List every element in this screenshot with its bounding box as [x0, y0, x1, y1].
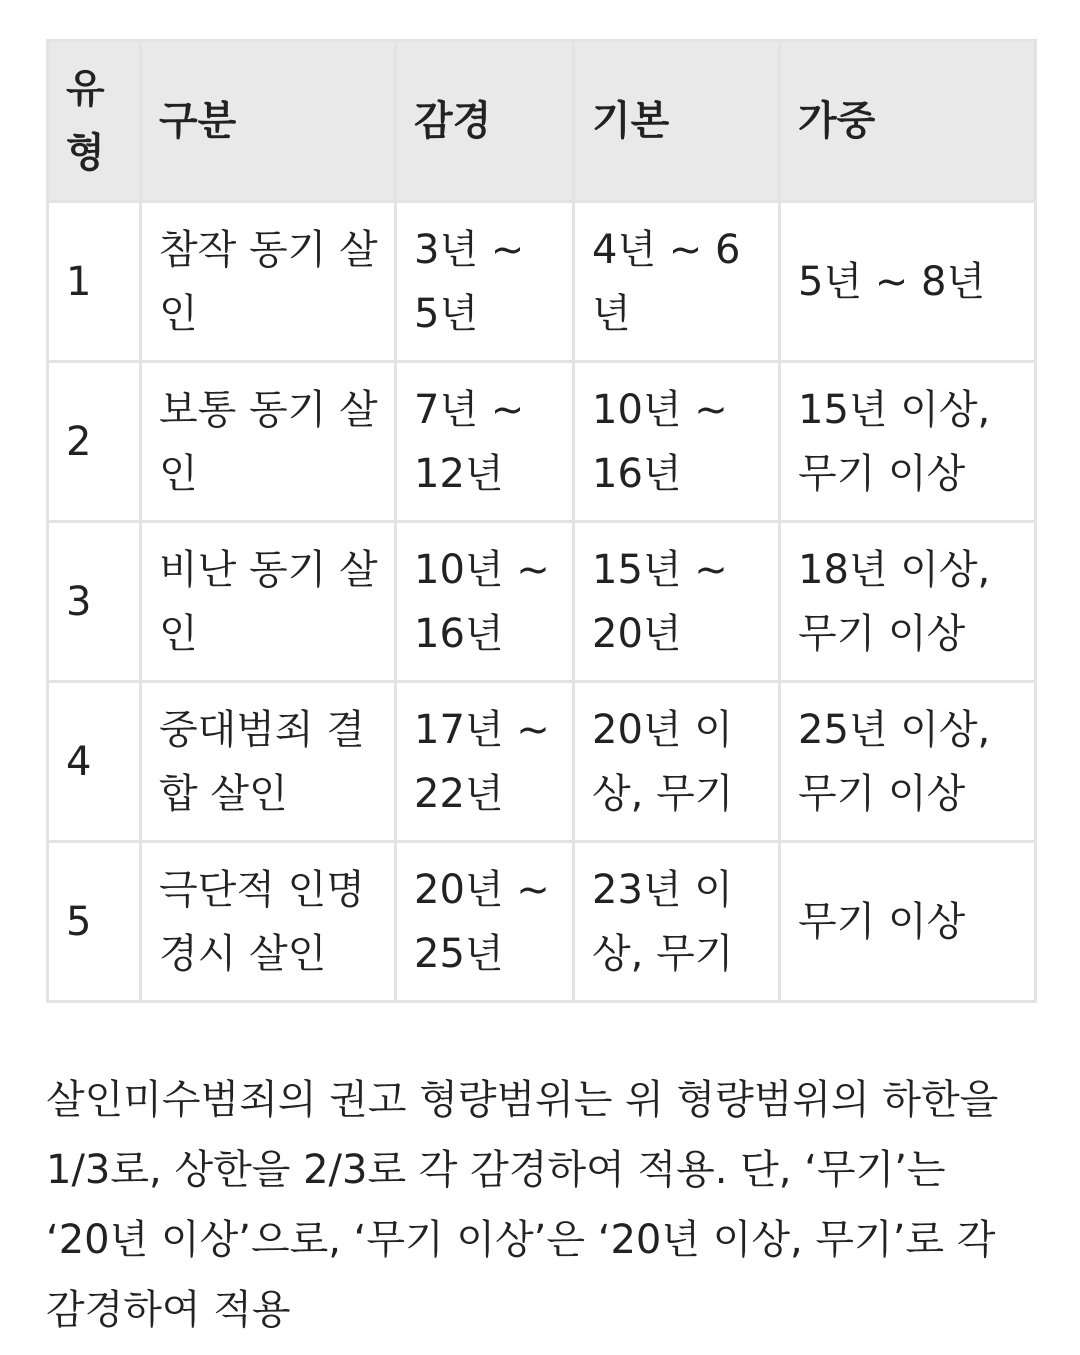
table-row	[48, 522, 1036, 682]
table-row	[48, 362, 1036, 522]
table-row	[48, 842, 1036, 1002]
cell-type: 4	[48, 682, 141, 842]
cell-type: 2	[48, 362, 141, 522]
cell-category: 보통 동기 살인	[141, 362, 396, 522]
cell-basic: 20년 이상, 무기	[574, 682, 780, 842]
header-basic: 기본	[574, 41, 780, 202]
header-mitigated: 감경	[396, 41, 574, 202]
table-row	[48, 682, 1036, 842]
cell-mitigated: 3년 ~ 5년	[396, 202, 574, 362]
header-aggravated: 가중	[780, 41, 1036, 202]
header-category: 구분	[141, 41, 396, 202]
cell-mitigated: 17년 ~ 22년	[396, 682, 574, 842]
sentencing-table-container	[46, 39, 1034, 1003]
sentencing-table	[46, 39, 1037, 1003]
table-header-row	[48, 41, 1036, 202]
cell-basic: 23년 이상, 무기	[574, 842, 780, 1002]
cell-mitigated: 7년 ~ 12년	[396, 362, 574, 522]
cell-basic: 15년 ~ 20년	[574, 522, 780, 682]
cell-mitigated: 10년 ~ 16년	[396, 522, 574, 682]
cell-category: 참작 동기 살인	[141, 202, 396, 362]
cell-category: 중대범죄 결합 살인	[141, 682, 396, 842]
cell-aggravated: 18년 이상, 무기 이상	[780, 522, 1036, 682]
table-row	[48, 202, 1036, 362]
cell-basic: 4년 ~ 6년	[574, 202, 780, 362]
cell-category: 비난 동기 살인	[141, 522, 396, 682]
cell-type: 5	[48, 842, 141, 1002]
cell-aggravated: 5년 ~ 8년	[780, 202, 1036, 362]
cell-mitigated: 20년 ~ 25년	[396, 842, 574, 1002]
cell-basic: 10년 ~ 16년	[574, 362, 780, 522]
cell-aggravated: 무기 이상	[780, 842, 1036, 1002]
attempted-murder-note: 살인미수범죄의 권고 형량범위는 위 형량범위의 하한을 1/3로, 상한을 2/3로 각 감경하여 적용. 단, ‘무기’는 ‘20년 이상’으로, ‘무기 이상’은 ‘20년 이상, 무기’로 각 감경하여 적용	[46, 1077, 999, 1333]
cell-type: 3	[48, 522, 141, 682]
cell-aggravated: 25년 이상, 무기 이상	[780, 682, 1036, 842]
cell-category: 극단적 인명경시 살인	[141, 842, 396, 1002]
cell-type: 1	[48, 202, 141, 362]
header-type: 유형	[48, 41, 141, 202]
cell-aggravated: 15년 이상, 무기 이상	[780, 362, 1036, 522]
